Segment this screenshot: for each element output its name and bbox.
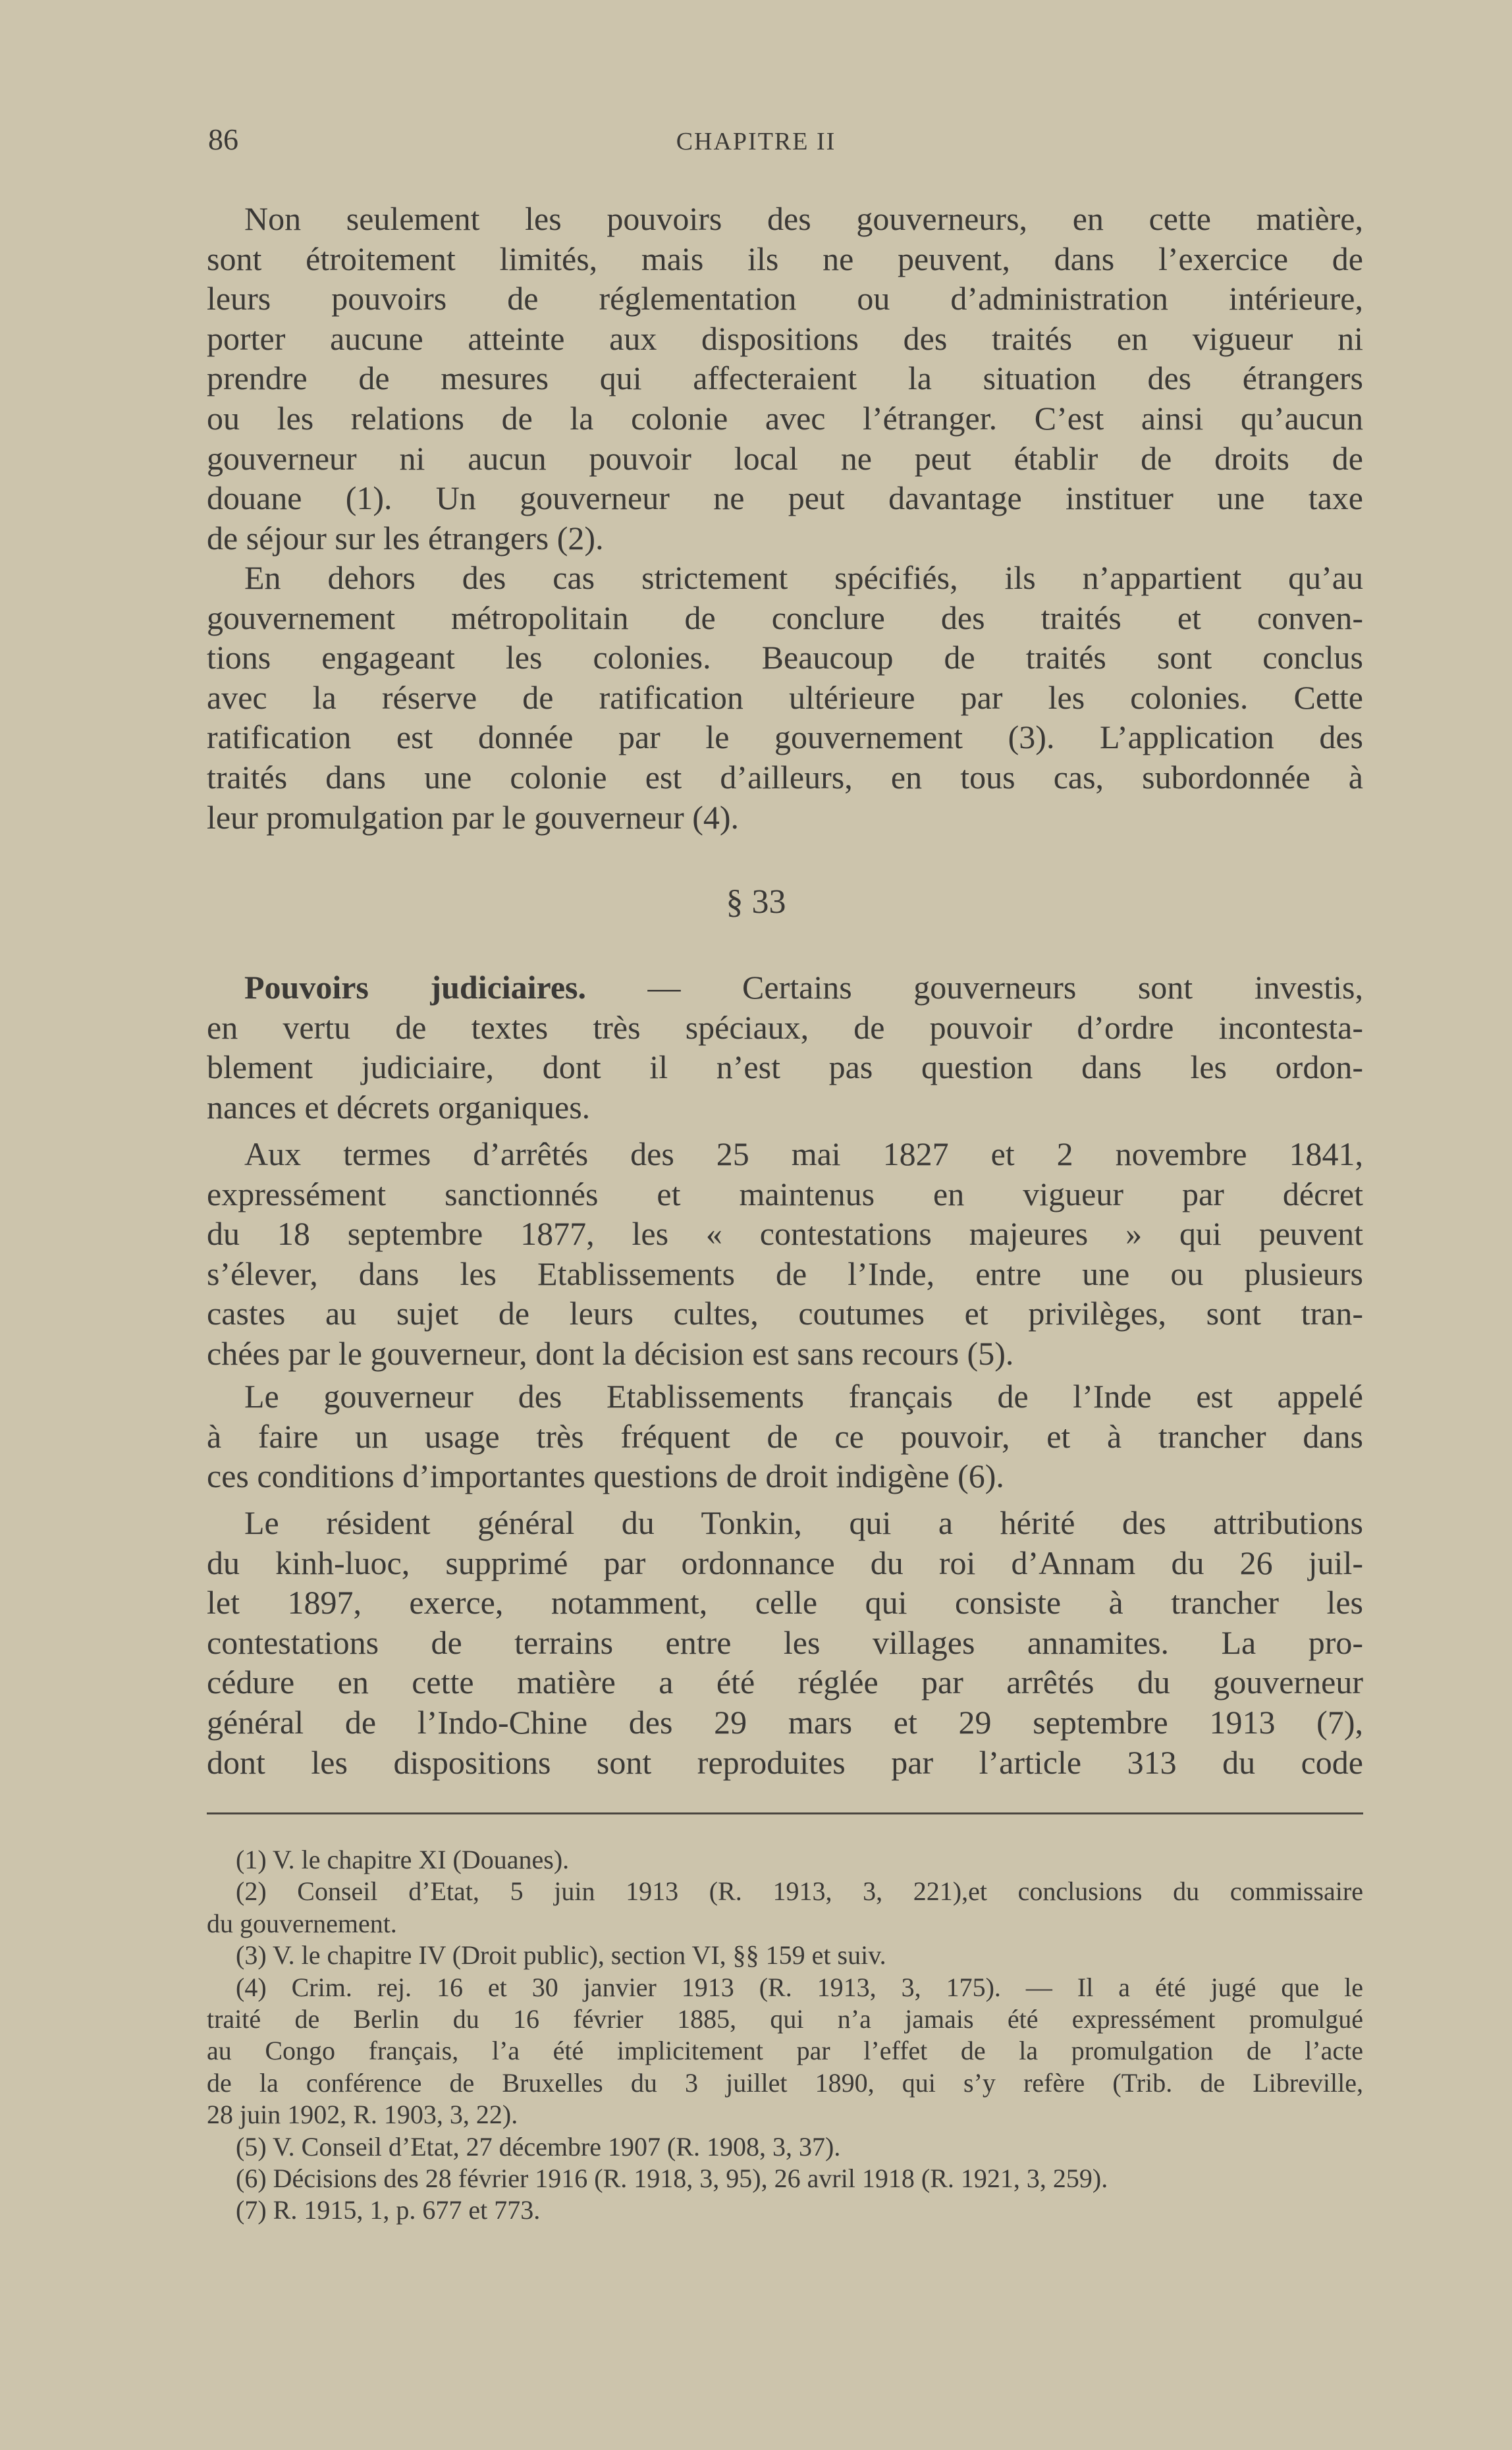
text-line: ces conditions d’importantes questions de droit indigène (6). [207,1457,1004,1495]
text-line: chées par le gouverneur, dont la décision est sans recours (5). [207,1334,1014,1372]
text-line: gouverneur ni aucun pouvoir local ne peut établir de droits de [207,439,1363,477]
footnote-line: (3) V. le chapitre IV (Droit public), section VI, §§ 159 et suiv. [236,1940,886,1971]
footnote-line: (2) Conseil d’Etat, 5 juin 1913 (R. 1913, 3, 221),et conclusions du commissaire [236,1876,1363,1907]
text-line: ou les relations de la colonie avec l’étranger. C’est ainsi qu’aucun [207,399,1363,437]
paragraph [207,199,1363,558]
text-line: tions engageant les colonies. Beaucoup de traités sont conclus [207,639,1363,676]
text-line: expressément sanctionnés et maintenus en vigueur par décret [207,1175,1363,1212]
footnote-line: traité de Berlin du 16 février 1885, qui n’a jamais été expressément promulgué [207,2003,1363,2034]
text-line: Le gouverneur des Etablissements français de l’Inde est appelé [244,1378,1363,1415]
footnote-line: (6) Décisions des 28 février 1916 (R. 1918, 3, 95), 26 avril 1918 (R. 1921, 3, 259). [236,2163,1108,2193]
paragraph [207,967,1363,1127]
text-line: sont étroitement limités, mais ils ne peuvent, dans l’exercice de [207,240,1363,277]
footnote-line: (7) R. 1915, 1, p. 677 et 773. [236,2195,541,2225]
text-line: prendre de mesures qui affecteraient la situation des étrangers [207,360,1363,397]
text-line: en vertu de textes très spéciaux, de pouvoir d’ordre incontesta- [207,1008,1363,1046]
text-line: douane (1). Un gouverneur ne peut davantage instituer une taxe [207,479,1363,517]
text-line: général de l’Indo-Chine des 29 mars et 29 septembre 1913 (7), [207,1703,1363,1741]
footnote-line: (5) V. Conseil d’Etat, 27 décembre 1907 (R. 1908, 3, 37). [236,2131,841,2162]
text-line-content: — Certains gouverneurs sont investis, [586,969,1364,1006]
paragraph [207,1134,1363,1374]
footnote-line: (1) V. le chapitre XI (Douanes). [236,1845,570,1874]
text-line: avec la réserve de ratification ultérieure par les colonies. Cette [207,678,1363,716]
run-in-heading: Pouvoirs judiciaires. [244,969,586,1006]
text-line: cédure en cette matière a été réglée par arrêtés du gouverneur [207,1664,1363,1701]
paragraph [207,558,1363,837]
text-line: porter aucune atteinte aux dispositions des traités en vigueur ni [207,319,1363,357]
text-line: Non seulement les pouvoirs des gouverneurs, en cette matière, [244,200,1363,237]
footnote-line: de la conférence de Bruxelles du 3 juillet 1890, qui s’y refère (Trib. de Libreville, [207,2067,1363,2098]
footnotes [207,1844,1363,2227]
text-line: Le résident général du Tonkin, qui a hérité des attributions [244,1504,1363,1541]
text-line: s’élever, dans les Etablissements de l’Inde, entre une ou plusieurs [207,1255,1363,1292]
text-line: nances et décrets organiques. [207,1088,591,1126]
text-line: traités dans une colonie est d’ailleurs, en tous cas, subordonnée à [207,758,1363,796]
footnote-divider [207,1812,1363,1814]
section-heading: § 33 [726,883,786,921]
text-line: Aux termes d’arrêtés des 25 mai 1827 et 2 novembre 1841, [244,1135,1363,1172]
text-line: du 18 septembre 1877, les « contestations majeures » qui peuvent [207,1215,1363,1253]
paragraph [207,1503,1363,1782]
text-line: leur promulgation par le gouverneur (4). [207,798,740,836]
text-line: à faire un usage très fréquent de ce pouvoir, et à trancher dans [207,1417,1363,1455]
footnote-line: du gouvernement. [207,1908,397,1938]
text-line: ratification est donnée par le gouvernement (3). L’application des [207,719,1363,756]
text-line: gouvernement métropolitain de conclure des traités et conven- [207,599,1363,636]
text-line: du kinh-luoc, supprimé par ordonnance du roi d’Annam du 26 juil- [207,1544,1363,1581]
text-line: castes au sujet de leurs cultes, coutumes et privilèges, sont tran- [207,1295,1363,1332]
text-line: dont les dispositions sont reproduites par l’article 313 du code [207,1743,1363,1781]
page-number: 86 [208,122,238,156]
footnote-line: (4) Crim. rej. 16 et 30 janvier 1913 (R. 1913, 3, 175). — Il a été jugé que le [236,1972,1363,2002]
text-line: contestations de terrains entre les villages annamites. La pro- [207,1623,1363,1661]
text-line: de séjour sur les étrangers (2). [207,519,604,557]
paragraph [207,1376,1363,1496]
text-line: En dehors des cas strictement spécifiés, ils n’appartient qu’au [244,559,1363,596]
running-header-chapter: CHAPITRE II [676,128,836,155]
text-line [207,967,1363,1008]
footnote-line: au Congo français, l’a été implicitement par l’effet de la promulgation de l’acte [207,2036,1363,2066]
text-line: let 1897, exerce, notamment, celle qui consiste à trancher les [207,1584,1363,1621]
text-line: leurs pouvoirs de réglementation ou d’administration intérieure, [207,280,1363,317]
text-line: blement judiciaire, dont il n’est pas question dans les ordon- [207,1048,1363,1086]
footnote-line: 28 juin 1902, R. 1903, 3, 22). [207,2100,518,2130]
